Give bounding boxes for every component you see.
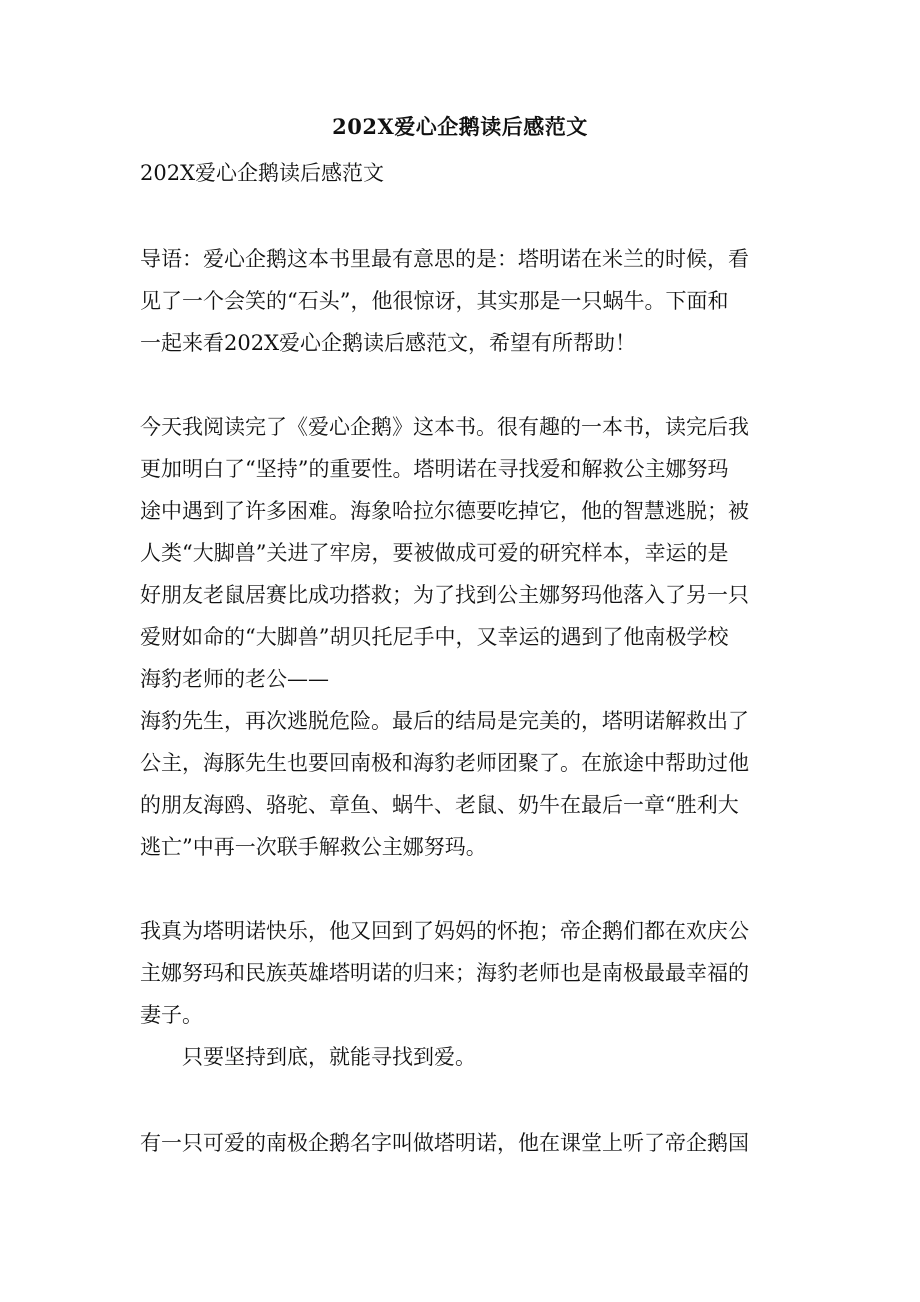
- paragraph-2-line: 妻子。: [140, 1003, 203, 1027]
- paragraph-1-line: 爱财如命的“大脚兽”胡贝托尼手中，又幸运的遇到了他南极学校: [140, 625, 729, 649]
- paragraph-1-line: 海豹先生，再次逃脱危险。最后的结局是完美的，塔明诺解救出了: [140, 709, 749, 733]
- paragraph-1-line: 的朋友海鸥、骆驼、章鱼、蜗牛、老鼠、奶牛在最后一章“胜利大: [140, 793, 739, 817]
- paragraph-1-line: 途中遇到了许多困难。海象哈拉尔德要吃掉它，他的智慧逃脱；被: [140, 499, 749, 523]
- intro-line: 见了一个会笑的“石头”，他很惊讶，其实那是一只蜗牛。下面和: [140, 289, 729, 313]
- paragraph-2: [140, 910, 780, 1036]
- paragraph-3: 只要坚持到底，就能寻找到爱。: [182, 1045, 476, 1069]
- document-title: 202X爱心企鹅读后感范文: [332, 114, 588, 139]
- paragraph-2-line: 主娜努玛和民族英雄塔明诺的归来；海豹老师也是南极最最幸福的: [140, 961, 749, 985]
- intro-line: 导语：爱心企鹅这本书里最有意思的是：塔明诺在米兰的时候，看: [140, 247, 749, 271]
- paragraph-1-line: 今天我阅读完了《爱心企鹅》这本书。很有趣的一本书，读完后我: [140, 415, 749, 439]
- paragraph-1-line: 海豹老师的老公——: [140, 667, 329, 691]
- paragraph-1: [140, 406, 780, 868]
- paragraph-1-line: 公主，海豚先生也要回南极和海豹老师团聚了。在旅途中帮助过他: [140, 751, 749, 775]
- paragraph-1-line: 好朋友老鼠居赛比成功搭救；为了找到公主娜努玛他落入了另一只: [140, 583, 749, 607]
- intro-paragraph: [140, 238, 780, 364]
- paragraph-1-line: 人类“大脚兽”关进了牢房，要被做成可爱的研究样本，幸运的是: [140, 541, 729, 565]
- paragraph-1-line: 更加明白了“坚持”的重要性。塔明诺在寻找爱和解救公主娜努玛: [140, 457, 729, 481]
- paragraph-4: 有一只可爱的南极企鹅名字叫做塔明诺，他在课堂上听了帝企鹅国: [140, 1131, 749, 1155]
- intro-line: 一起来看202X爱心企鹅读后感范文，希望有所帮助！: [140, 331, 637, 355]
- paragraph-2-line: 我真为塔明诺快乐，他又回到了妈妈的怀抱；帝企鹅们都在欢庆公: [140, 919, 749, 943]
- document-subtitle: 202X爱心企鹅读后感范文: [140, 161, 385, 185]
- paragraph-1-line: 逃亡”中再一次联手解救公主娜努玛。: [140, 835, 487, 859]
